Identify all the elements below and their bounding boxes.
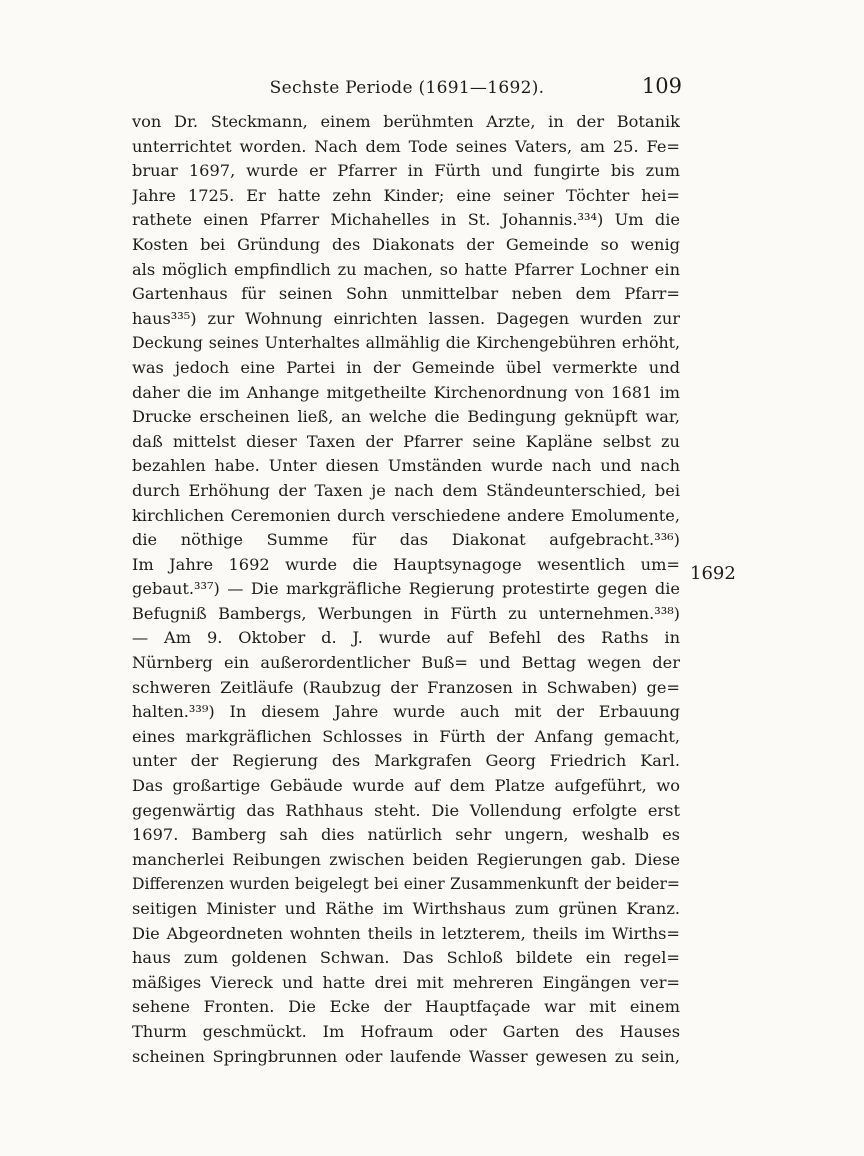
text-line: mäßiges Viereck und hatte drei mit mehreren Eingängen ver=	[132, 972, 680, 992]
text-line: sehene Fronten. Die Ecke der Hauptfaçade war mit einem	[132, 997, 680, 1017]
text-line: kirchlichen Ceremonien durch verschiedene andere Emolumente,	[132, 505, 680, 525]
text-line: als möglich empfindlich zu machen, so hatte Pfarrer Lochner ein	[132, 259, 680, 279]
text-line: unter der Regierung des Markgrafen Georg Friedrich Karl.	[132, 751, 680, 771]
text-line: schweren Zeitläufe (Raubzug der Franzosen in Schwaben) ge=	[132, 677, 680, 697]
text-line: haus³³⁵) zur Wohnung einrichten lassen. Dagegen wurden zur	[132, 308, 680, 328]
text-line: die nöthige Summe für das Diakonat aufgebracht.³³⁶)	[132, 530, 680, 550]
text-line: rathete einen Pfarrer Michahelles in St. Johannis.³³⁴) Um die	[132, 210, 680, 230]
text-line: Befugniß Bambergs, Werbungen in Fürth zu unternehmen.³³⁸)	[132, 603, 680, 623]
running-title: Sechste Periode (1691—1692).	[269, 78, 545, 98]
text-line: mancherlei Reibungen zwischen beiden Regierungen gab. Diese	[132, 849, 680, 869]
text-line: bruar 1697, wurde er Pfarrer in Fürth und fungirte bis zum	[132, 161, 680, 181]
text-line: durch Erhöhung der Taxen je nach dem Ständeunterschied, bei	[132, 480, 680, 500]
text-line: Drucke erscheinen ließ, an welche die Bedingung geknüpft war,	[132, 407, 680, 427]
text-line: Gartenhaus für seinen Sohn unmittelbar neben dem Pfarr=	[132, 284, 680, 304]
text-line: gebaut.³³⁷) — Die markgräfliche Regierung protestirte gegen die	[132, 579, 680, 599]
text-line: unterrichtet worden. Nach dem Tode seines Vaters, am 25. Fe=	[132, 136, 680, 156]
body-text	[132, 110, 680, 1069]
text-line: halten.³³⁹) In diesem Jahre wurde auch mit der Erbauung	[132, 702, 680, 722]
text-line: — Am 9. Oktober d. J. wurde auf Befehl des Raths in	[132, 628, 680, 648]
text-line: seitigen Minister und Räthe im Wirthshaus zum grünen Kranz.	[132, 899, 680, 918]
text-line: von Dr. Steckmann, einem berühmten Arzte, in der Botanik	[132, 112, 680, 131]
text-line: daß mittelst dieser Taxen der Pfarrer seine Kapläne selbst zu	[132, 431, 680, 451]
text-line: was jedoch eine Partei in der Gemeinde übel vermerkte und	[132, 357, 680, 377]
text-line: Nürnberg ein außerordentlicher Buß= und Bettag wegen der	[132, 653, 680, 673]
text-line: bezahlen habe. Unter diesen Umständen wurde nach und nach	[132, 456, 680, 476]
text-line: Die Abgeordneten wohnten theils in letzterem, theils im Wirths=	[132, 923, 680, 943]
text-line: daher die im Anhange mitgetheilte Kirchenordnung von 1681 im	[132, 382, 680, 402]
page-header	[132, 74, 682, 102]
text-line: Differenzen wurden beigelegt bei einer Zusammenkunft der beider=	[132, 875, 680, 894]
text-line: Im Jahre 1692 wurde die Hauptsynagoge wesentlich um=	[132, 554, 680, 574]
page-number: 109	[641, 74, 682, 98]
text-line: gegenwärtig das Rathhaus steht. Die Vollendung erfolgte erst	[132, 800, 680, 820]
text-line: Deckung seines Unterhaltes allmählig die Kirchengebühren erhöht,	[132, 333, 680, 353]
text-line: Jahre 1725. Er hatte zehn Kinder; eine seiner Töchter hei=	[132, 185, 680, 205]
text-line: 1697. Bamberg sah dies natürlich sehr ungern, weshalb es	[132, 825, 680, 845]
text-line: scheinen Springbrunnen oder laufende Wasser gewesen zu sein,	[132, 1046, 680, 1066]
text-line: eines markgräflichen Schlosses in Fürth der Anfang gemacht,	[132, 726, 680, 746]
text-line: Kosten bei Gründung des Diakonats der Gemeinde so wenig	[132, 234, 680, 254]
margin-year-note: 1692	[690, 563, 736, 584]
text-line: Thurm geschmückt. Im Hofraum oder Garten des Hauses	[132, 1021, 680, 1041]
text-line: Das großartige Gebäude wurde auf dem Platze aufgeführt, wo	[132, 776, 680, 796]
text-line: haus zum goldenen Schwan. Das Schloß bildete ein regel=	[132, 948, 680, 968]
